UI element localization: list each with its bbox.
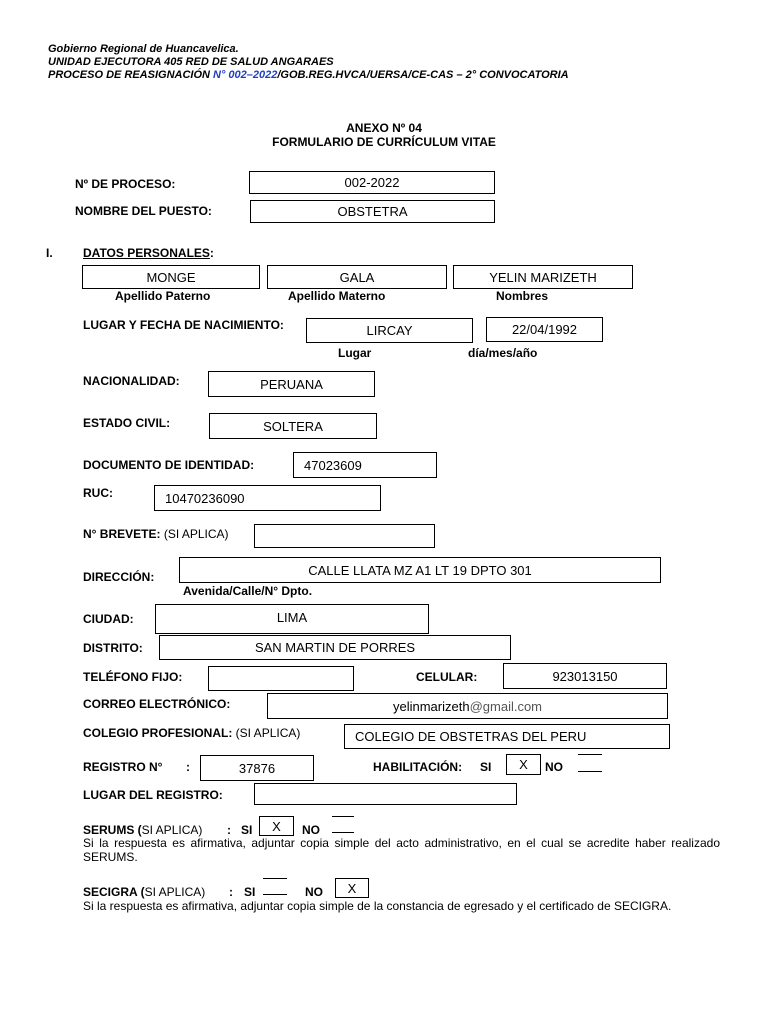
secigra-label xyxy=(83,885,205,899)
materno-caption: Apellido Materno xyxy=(288,289,386,303)
secigra-label-text: SECIGRA ( xyxy=(83,885,145,899)
civil-status-field[interactable]: SOLTERA xyxy=(209,413,377,439)
college-label-text: COLEGIO PROFESIONAL: xyxy=(83,726,233,740)
email-label: CORREO ELECTRÓNICO: xyxy=(83,697,231,711)
secigra-no-checkbox[interactable]: X xyxy=(335,878,369,898)
header-line-3 xyxy=(48,69,569,82)
serums-colon: : xyxy=(227,823,231,837)
email-user: yelinmarizeth xyxy=(392,698,470,714)
process-number-field[interactable]: 002-2022 xyxy=(249,171,495,194)
civil-status-label: ESTADO CIVIL: xyxy=(83,416,171,430)
serums-instructions: Si la respuesta es afirmativa, adjuntar copia simple del acto administrativo, en el cual se acredite haber realizado SERUMS. xyxy=(83,836,720,864)
form-title: FORMULARIO DE CURRÍCULUM VITAE xyxy=(272,135,496,149)
college-note: (SI APLICA) xyxy=(232,726,301,740)
registry-field[interactable]: 37876 xyxy=(200,755,314,781)
email-field[interactable] xyxy=(267,693,668,719)
section-title-text: DATOS PERSONALES xyxy=(83,246,210,260)
address-field[interactable]: CALLE LLATA MZ A1 LT 19 DPTO 301 xyxy=(179,557,661,583)
position-label: NOMBRE DEL PUESTO: xyxy=(75,204,212,218)
phone-field[interactable] xyxy=(208,666,354,691)
secigra-no-label: NO xyxy=(305,885,323,899)
secigra-instructions: Si la respuesta es afirmativa, adjuntar copia simple de la constancia de egresado y el certificado de SECIGRA. xyxy=(83,899,672,913)
district-field[interactable]: SAN MARTIN DE PORRES xyxy=(159,635,511,660)
registry-label: REGISTRO N° xyxy=(83,760,163,774)
serums-label xyxy=(83,823,202,837)
registry-colon: : xyxy=(186,760,190,774)
habilitacion-si-label: SI xyxy=(480,760,492,774)
habilitacion-no-top-line xyxy=(578,754,602,755)
ruc-label: RUC: xyxy=(83,486,113,500)
serums-no-top-line xyxy=(332,816,354,817)
serums-si-label: SI xyxy=(241,823,253,837)
city-field[interactable]: LIMA xyxy=(155,604,429,634)
registry-place-field[interactable] xyxy=(254,783,517,805)
license-field[interactable] xyxy=(254,524,435,548)
secigra-si-label: SI xyxy=(244,885,256,899)
birth-place-field[interactable]: LIRCAY xyxy=(306,318,473,343)
secigra-note: SI APLICA) xyxy=(144,885,206,899)
secigra-si-top-line xyxy=(263,878,287,879)
header-line-3-prefix: PROCESO DE REASIGNACIÓN xyxy=(48,69,214,81)
position-field[interactable]: OBSTETRA xyxy=(250,200,495,223)
mobile-label: CELULAR: xyxy=(416,670,478,684)
serums-label-text: SERUMS ( xyxy=(83,823,142,837)
secigra-si-blank[interactable] xyxy=(263,894,287,895)
serums-no-blank[interactable] xyxy=(332,832,354,833)
section-title xyxy=(83,246,214,260)
license-label xyxy=(83,527,229,541)
birth-date-field[interactable]: 22/04/1992 xyxy=(486,317,603,342)
district-label: DISTRITO: xyxy=(83,641,143,655)
address-label: DIRECCIÓN: xyxy=(83,570,155,584)
paterno-field[interactable]: MONGE xyxy=(82,265,260,289)
section-numeral: I. xyxy=(46,246,53,260)
habilitacion-no-label: NO xyxy=(545,760,563,774)
phone-label: TELÉFONO FIJO: xyxy=(83,670,183,684)
nombres-caption: Nombres xyxy=(496,289,549,303)
mobile-field[interactable]: 923013150 xyxy=(503,663,667,689)
registry-place-label: LUGAR DEL REGISTRO: xyxy=(83,788,223,802)
license-note: (SI APLICA) xyxy=(160,527,229,541)
header-line-3-suffix: /GOB.REG.HVCA/UERSA/CE-CAS – 2° CONVOCATORIA xyxy=(277,69,569,81)
process-number-link: N° 002–2022 xyxy=(213,69,278,81)
id-document-field[interactable]: 47023609 xyxy=(293,452,437,478)
habilitacion-label: HABILITACIÓN: xyxy=(373,760,463,774)
process-number-label: Nº DE PROCESO: xyxy=(75,177,176,191)
secigra-colon: : xyxy=(229,885,233,899)
license-label-text: N° BREVETE: xyxy=(83,527,161,541)
annex-title: ANEXO Nº 04 xyxy=(346,121,422,135)
habilitacion-si-checkbox[interactable]: X xyxy=(506,754,541,775)
habilitacion-no-blank[interactable] xyxy=(578,771,602,772)
college-field[interactable]: COLEGIO DE OBSTETRAS DEL PERU xyxy=(344,724,670,749)
serums-note: SI APLICA) xyxy=(141,823,203,837)
materno-field[interactable]: GALA xyxy=(267,265,447,289)
paterno-caption: Apellido Paterno xyxy=(115,289,211,303)
serums-no-label: NO xyxy=(302,823,320,837)
header-line-1: Gobierno Regional de Huancavelica. xyxy=(48,43,239,55)
address-caption: Avenida/Calle/N° Dpto. xyxy=(183,584,313,598)
section-title-colon: : xyxy=(209,246,214,260)
birth-place-caption: Lugar xyxy=(338,346,372,360)
id-document-label: DOCUMENTO DE IDENTIDAD: xyxy=(83,458,255,472)
header-line-2: UNIDAD EJECUTORA 405 RED DE SALUD ANGARAES xyxy=(48,56,334,68)
ruc-field[interactable]: 10470236090 xyxy=(154,485,381,511)
email-domain: @gmail.com xyxy=(469,698,543,714)
city-label: CIUDAD: xyxy=(83,612,134,626)
birth-date-caption: día/mes/año xyxy=(468,346,538,360)
nombres-field[interactable]: YELIN MARIZETH xyxy=(453,265,633,289)
nationality-field[interactable]: PERUANA xyxy=(208,371,375,397)
college-label xyxy=(83,726,300,740)
birth-label: LUGAR Y FECHA DE NACIMIENTO: xyxy=(83,318,284,332)
serums-si-checkbox[interactable]: X xyxy=(259,816,294,836)
nationality-label: NACIONALIDAD: xyxy=(83,374,180,388)
